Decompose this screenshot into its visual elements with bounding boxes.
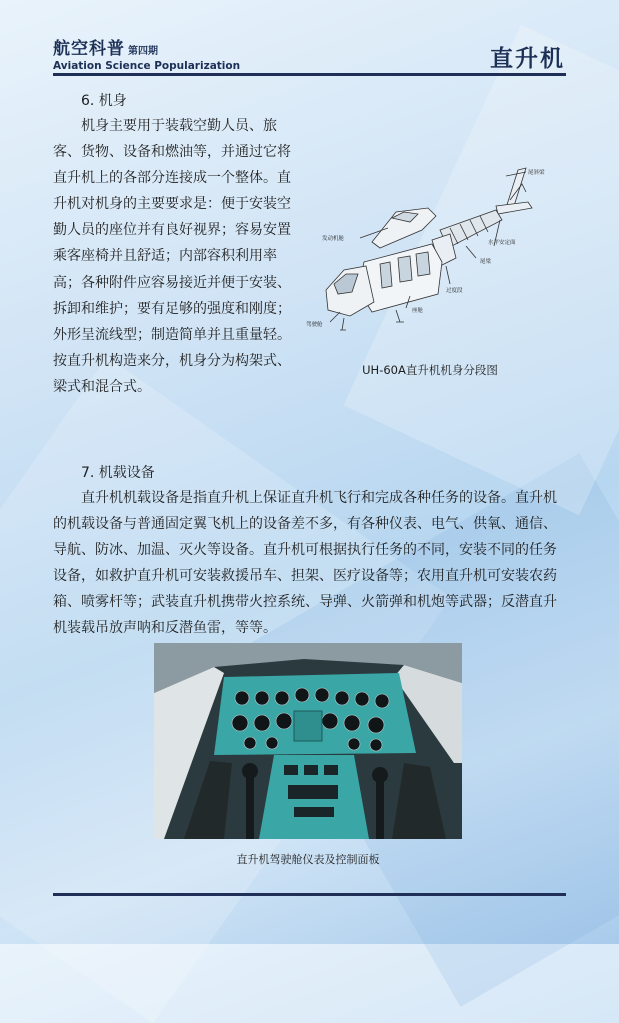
photo-caption: 直升机驾驶舱仪表及控制面板 [236, 853, 380, 866]
cockpit-photo [154, 643, 462, 839]
label-tail-pylon: 尾斜梁 [528, 170, 545, 176]
label-engine-cowl: 发动机舱 [322, 236, 345, 242]
issue-label: 第四期 [128, 46, 158, 57]
label-transition: 过度段 [446, 288, 463, 294]
equipment-heading: 7. 机载设备 [81, 465, 155, 481]
label-stabilizer: 水平安定面 [488, 240, 516, 246]
label-cockpit: 驾驶舱 [306, 322, 323, 328]
magazine-title: 航空科普 [53, 39, 125, 59]
fuselage-exploded-diagram [300, 162, 560, 347]
diagram-caption: UH-60A直升机机身分段图 [362, 363, 498, 377]
page-header [53, 34, 240, 72]
footer-divider [53, 893, 566, 896]
label-cabin: 座舱 [412, 308, 424, 314]
fuselage-heading: 6. 机身 [81, 93, 127, 109]
magazine-english-title: Aviation Science Popularization [53, 60, 241, 72]
section-title: 直升机 [490, 46, 565, 72]
equipment-paragraph: 直升机机载设备是指直升机上保证直升机飞行和完成各种任务的设备。直升机的机载设备与普通固定翼飞机上的设备差不多，有各种仪表、电气、供氧、通信、导航、防冰、加温、灭火等设备。直升机可根据执行任务的不同，安装不同的任务设备，如救护直升机可安装救援吊车、担架、医疗设备等；农用直升机可安装农药箱、喷雾杆等；武装直升机携带火控系统、导弹、火箭弹和机炮等武器；反潜直升机装载吊放声呐和反潜鱼雷，等等。 [53, 490, 557, 637]
fuselage-paragraph: 机身主要用于装载空勤人员、旅客、货物、设备和燃油等，并通过它将直升机上的各部分连接成一个整体。直升机对机身的主要要求是：便于安装空勤人员的座位并有良好视界；容易安置乘客座椅并且舒适；内部容积利用率高；各种附件应容易接近并便于安装、拆卸和维护；要有足够的强度和刚度；外形呈流线型；制造简单并且重量轻。按直升机构造来分，机身分为构架式、梁式和混合式。 [53, 118, 291, 395]
header-divider [53, 73, 566, 76]
label-tail-boom: 尾梁 [480, 259, 492, 265]
